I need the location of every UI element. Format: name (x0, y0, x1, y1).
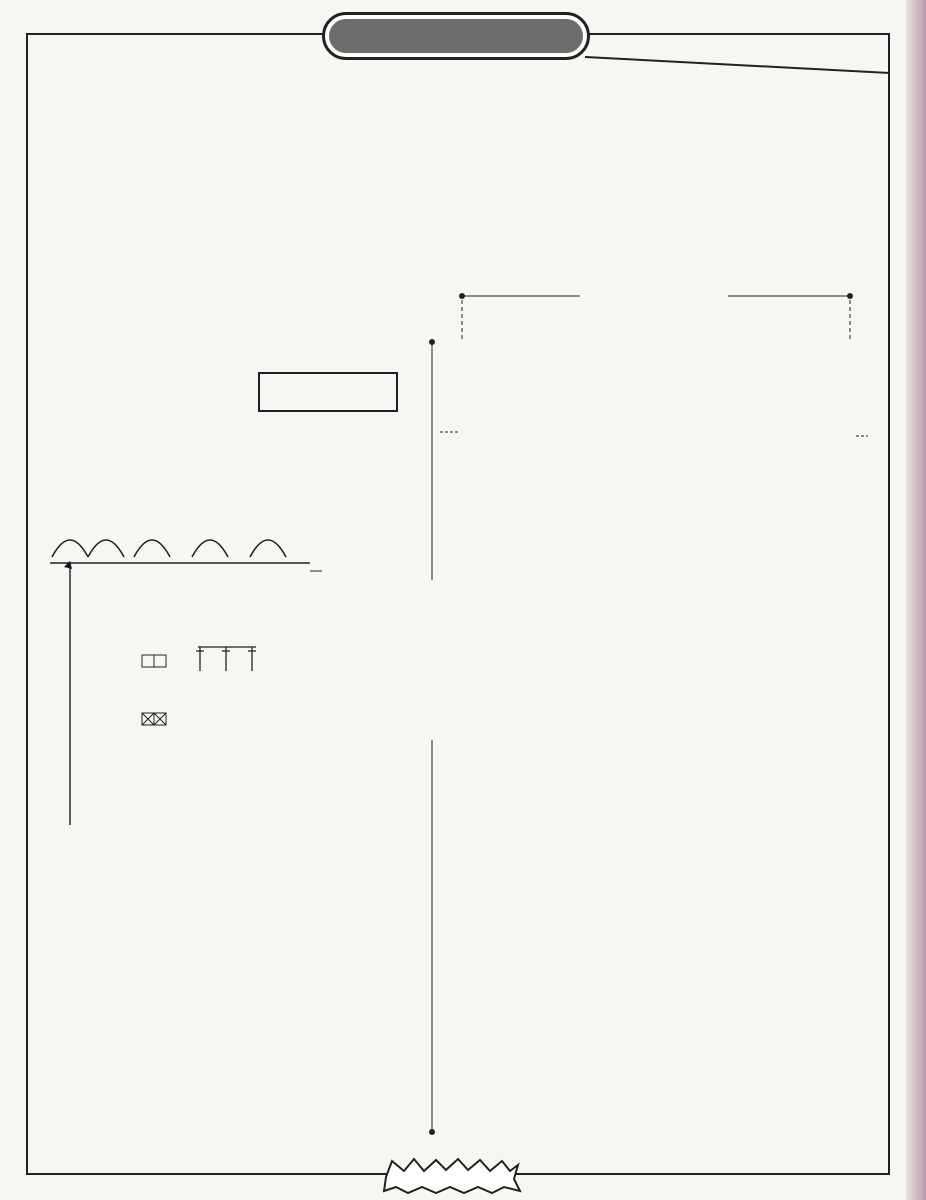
gauge-box (258, 372, 398, 412)
detail-diagrams (30, 495, 430, 1165)
om-stitches (196, 647, 256, 671)
section-banner (322, 12, 590, 60)
column-2 (258, 115, 446, 129)
column-1 (44, 266, 230, 294)
filet-chart (410, 280, 906, 1160)
advanced-badge (380, 1157, 522, 1195)
section-title (329, 19, 583, 53)
fasten-off-wedge (64, 561, 72, 569)
sm-symbol (142, 713, 166, 725)
page-edge-strip (906, 0, 926, 1200)
om-symbol (142, 655, 154, 667)
edging-top-arcs (52, 540, 286, 557)
